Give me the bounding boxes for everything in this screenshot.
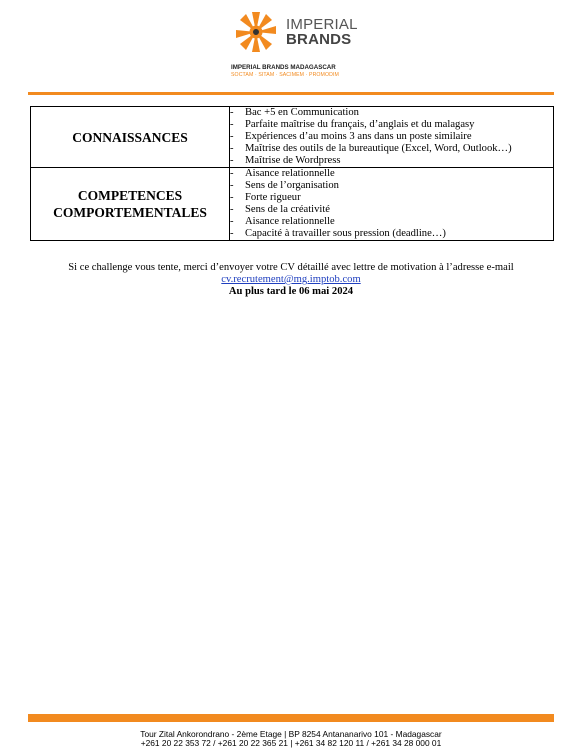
item-text: Forte rigueur [245,192,301,203]
footer-phones: +261 20 22 353 72 / +261 20 22 365 21 | +261 34 82 120 11 / +261 34 28 000 01 [140,738,442,748]
bullet-dash: - [230,119,234,130]
bullet-dash: - [230,168,234,179]
item-text: Expériences d’au moins 3 ans dans un poste similaire [245,131,472,142]
application-instructions: Si ce challenge vous tente, merci d’envoyer votre CV détaillé avec lettre de motivation à l’adresse e-mail [68,262,514,273]
row-items-competences [230,168,554,241]
brand-line-2: BRANDS [286,31,352,48]
deadline-text: Au plus tard le 06 mai 2024 [228,286,354,297]
list-item [230,228,553,240]
requirements-table [30,106,554,241]
list-item [230,180,553,192]
list-item [230,107,553,119]
email-link[interactable]: cv.recrutement@mg.imptob.com [221,274,361,285]
list-item [230,131,553,143]
item-text: Capacité à travailler sous pression (deadline…) [245,228,446,239]
row-label-connaissances [31,107,230,168]
brand-line-1: IMPERIAL [286,16,358,33]
bullet-dash: - [230,228,234,239]
item-text: Maîtrise des outils de la bureautique (Excel, Word, Outlook…) [245,143,512,154]
item-text: Sens de la créativité [245,204,331,215]
list-item [230,143,553,155]
footer-divider [28,714,554,722]
bullet-dash: - [230,155,234,166]
bullet-dash: - [230,216,234,227]
item-text: Aisance relationnelle [245,168,335,179]
list-item [230,192,553,204]
table-row [31,168,554,241]
bullet-dash: - [230,131,234,142]
bullet-dash: - [230,180,234,191]
footer-address: Tour Zital Ankorondrano - 2ème Etage | BP 8254 Antananarivo 101 - Madagascar [140,729,442,739]
bullet-dash: - [230,107,234,118]
header-divider [28,92,554,95]
item-text: Maîtrise de Wordpress [245,155,341,166]
company-name: IMPERIAL BRANDS MADAGASCAR [231,64,336,71]
table-row [31,107,554,168]
list-item [230,168,553,180]
row-label-line-2: COMPORTEMENTALES [53,205,207,220]
row-label-competences [31,168,230,241]
list-item [230,155,553,167]
list-item [230,119,553,131]
item-text: Bac +5 en Communication [245,107,359,118]
item-text: Sens de l’organisation [245,180,339,191]
list-item [230,216,553,228]
bullet-dash: - [230,143,234,154]
row-label-line-1: COMPETENCES [77,188,183,203]
item-text: Parfaite maîtrise du français, d’anglais et du malagasy [245,119,475,130]
row-items-connaissances [230,107,554,168]
item-text: Aisance relationnelle [245,216,335,227]
subsidiaries-list: SOCTAM · SITAM · SACIMEM · PROMODIM [231,72,339,78]
bullet-dash: - [230,204,234,215]
list-item [230,204,553,216]
row-label: CONNAISSANCES [72,129,188,145]
bullet-dash: - [230,192,234,203]
